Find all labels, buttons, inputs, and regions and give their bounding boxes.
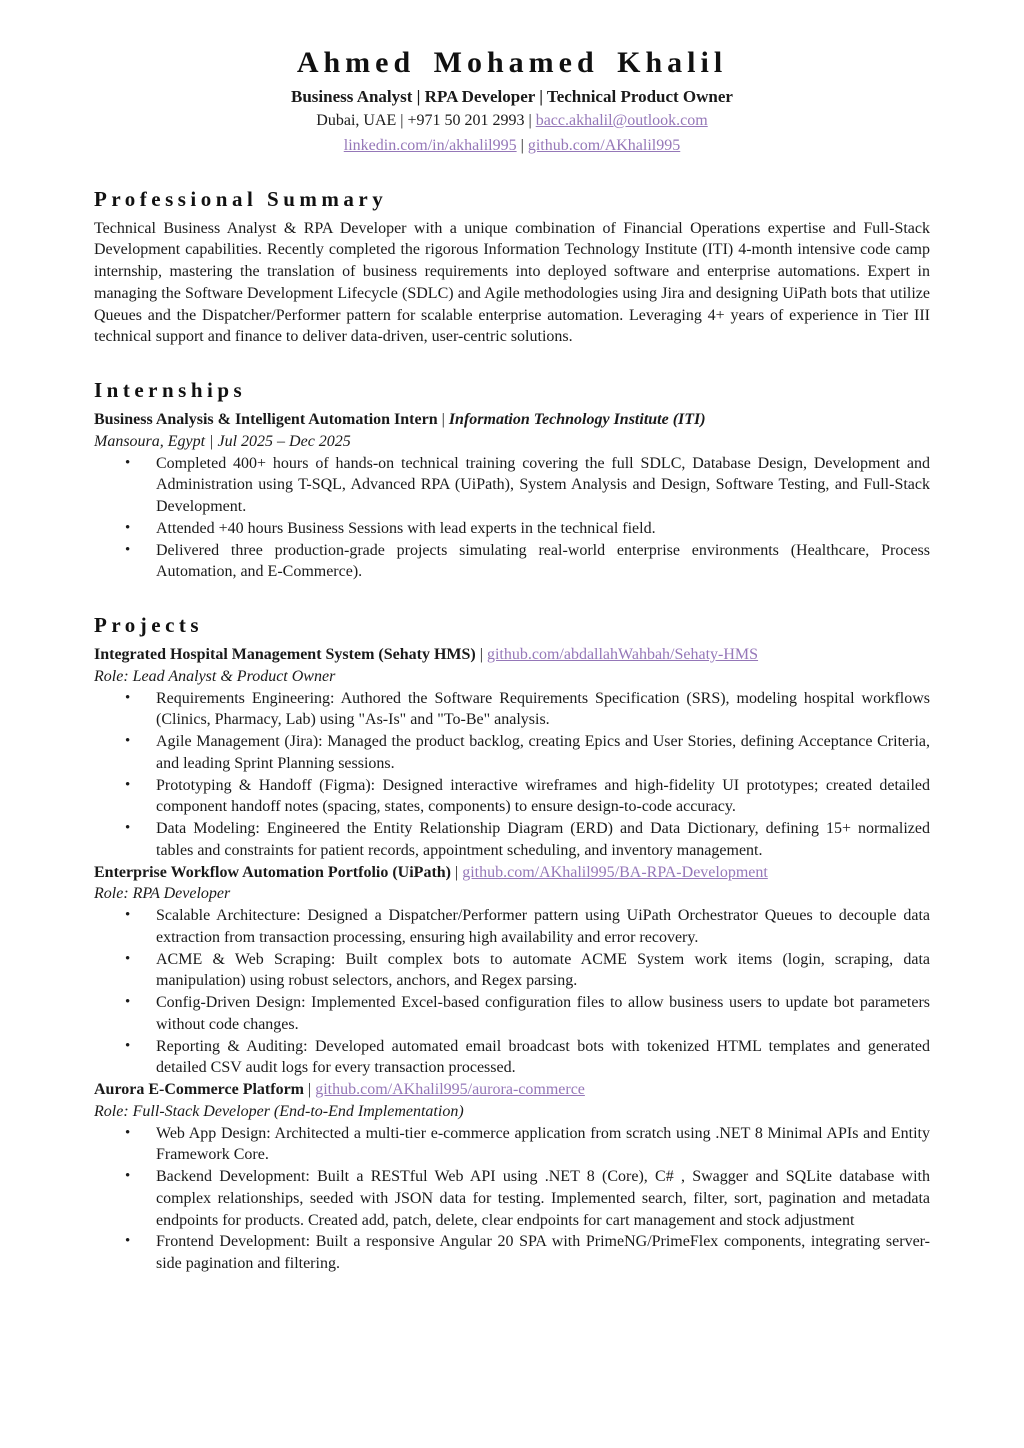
- section-professional-summary: [94, 187, 930, 349]
- resume-header: [94, 46, 930, 157]
- bullet-item: • Prototyping & Handoff (Figma): Designed interactive wireframes and high-fidelity UI prototypes; created detailed component handoff notes (spacing, states, components) to ensure design-to-code accuracy.: [156, 775, 930, 819]
- separator: |: [528, 112, 536, 129]
- summary-paragraph: Technical Business Analyst & RPA Developer with a unique combination of Financial Operations expertise and Full-Stack Development capabilities. Recently completed the rigorous Information Technology Institute (ITI) 4-month intensive code camp internship, mastering the translation of business requirements into deployed software and enterprise automations. Expert in managing the Software Development Lifecycle (SDLC) and Agile methodologies using Jira and designing UiPath bots that utilize Queues and the Dispatcher/Performer pattern for scalable enterprise automation. Leveraging 4+ years of experience in Tier III technical support and finance to deliver data-driven, user-centric solutions.: [94, 219, 930, 346]
- project-bullet-list: [94, 688, 930, 862]
- project-title-line: [94, 862, 930, 884]
- project-repo-link[interactable]: github.com/AKhalil995/aurora-commerce: [315, 1081, 585, 1099]
- separator: |: [441, 411, 449, 429]
- bullet-item: • Reporting & Auditing: Developed automated email broadcast bots with tokenized HTML templates and generated detailed CSV audit logs for every transaction processed.: [156, 1036, 930, 1080]
- project-sehaty-hms: [94, 644, 930, 862]
- bullet-item: • Data Modeling: Engineered the Entity Relationship Diagram (ERD) and Data Dictionary, defining 15+ normalized tables and constraints for patient records, appointment scheduling, and inventory management.: [156, 818, 930, 862]
- internship-organization: Information Technology Institute (ITI): [448, 411, 706, 429]
- location-text: Dubai, UAE: [316, 112, 397, 129]
- project-role: Role: Full-Stack Developer (End-to-End Implementation): [94, 1102, 464, 1120]
- bullet-item: • Frontend Development: Built a responsive Angular 20 SPA with PrimeNG/PrimeFlex components, integrating server-side pagination and filtering.: [156, 1231, 930, 1275]
- project-bullet-list: [94, 1123, 930, 1275]
- bullet-item: • Web App Design: Architected a multi-tier e-commerce application from scratch using .NET 8 Minimal APIs and Entity Framework Core.: [156, 1123, 930, 1167]
- separator: |: [479, 646, 487, 664]
- bullet-item: • Config-Driven Design: Implemented Excel-based configuration files to allow business users to update bot parameters without code changes.: [156, 992, 930, 1036]
- bullet-item: • Backend Development: Built a RESTful Web API using .NET 8 (Core), C# , Swagger and SQLite database with complex relationships, seeded with JSON data for testing. Implemented search, filter, sort, pagination and metadata endpoints for products. Created add, patch, delete, clear endpoints for cart management and stock adjustment: [156, 1166, 930, 1231]
- section-internships: [94, 378, 930, 583]
- bullet-item: • Agile Management (Jira): Managed the product backlog, creating Epics and User Stories, defining Acceptance Criteria, and leading Sprint Planning sessions.: [156, 731, 930, 775]
- project-repo-link[interactable]: github.com/AKhalil995/BA-RPA-Development: [462, 863, 768, 881]
- separator: |: [400, 112, 408, 129]
- github-link[interactable]: github.com/AKhalil995: [527, 136, 681, 154]
- email-link[interactable]: bacc.akhalil@outlook.com: [535, 112, 708, 129]
- internship-bullet-list: [94, 453, 930, 584]
- bullet-item: • ACME & Web Scraping: Built complex bots to automate ACME System work items (login, scraping, data manipulation) using robust selectors, anchors, and Regex parsing.: [156, 949, 930, 993]
- project-title-line: [94, 644, 930, 666]
- internship-role-title: Business Analysis & Intelligent Automation Intern: [94, 411, 438, 429]
- project-title: Enterprise Workflow Automation Portfolio (UiPath): [94, 863, 452, 881]
- project-title-line: [94, 1079, 930, 1101]
- separator: |: [308, 1081, 316, 1099]
- internships-heading: Internships: [94, 378, 247, 403]
- project-aurora-ecommerce: [94, 1079, 930, 1275]
- linkedin-link[interactable]: linkedin.com/in/akhalil995: [343, 136, 517, 154]
- bullet-item: • Requirements Engineering: Authored the Software Requirements Specification (SRS), modeling hospital workflows (Clinics, Pharmacy, Lab) using "As-Is" and "To-Be" analysis.: [156, 688, 930, 732]
- projects-heading: Projects: [94, 613, 204, 638]
- bullet-item: • Delivered three production-grade projects simulating real-world enterprise environments (Healthcare, Process Automation, and E-Commerce).: [156, 540, 930, 584]
- phone-text: +971 50 201 2993: [407, 112, 525, 129]
- bullet-item: • Scalable Architecture: Designed a Dispatcher/Performer pattern using UiPath Orchestrator Queues to decouple data extraction from transaction processing, ensuring high availability and error recovery.: [156, 905, 930, 949]
- contact-line-2: [94, 136, 930, 157]
- section-projects: [94, 613, 930, 1275]
- candidate-title: Business Analyst | RPA Developer | Technical Product Owner: [291, 87, 733, 106]
- contact-line-1: [94, 111, 930, 132]
- project-title: Integrated Hospital Management System (Sehaty HMS): [94, 646, 476, 664]
- bullet-item: • Completed 400+ hours of hands-on technical training covering the full SDLC, Database Design, Development and Administration using T-SQL, Advanced RPA (UiPath), System Analysis and Design, Software Testing, and Full-Stack Development.: [156, 453, 930, 518]
- internship-location-dates: Mansoura, Egypt | Jul 2025 – Dec 2025: [94, 432, 351, 450]
- internship-title-line: [94, 409, 930, 431]
- separator: |: [520, 136, 528, 154]
- project-role: Role: Lead Analyst & Product Owner: [94, 667, 336, 685]
- project-role: Role: RPA Developer: [94, 885, 231, 903]
- project-repo-link[interactable]: github.com/abdallahWahbah/Sehaty-HMS: [486, 646, 759, 664]
- project-uipath-portfolio: [94, 862, 930, 1080]
- summary-heading: Professional Summary: [94, 186, 388, 211]
- bullet-item: • Attended +40 hours Business Sessions with lead experts in the technical field.: [156, 518, 930, 540]
- project-bullet-list: [94, 905, 930, 1079]
- separator: |: [455, 863, 463, 881]
- candidate-name: Ahmed Mohamed Khalil: [296, 46, 728, 79]
- project-title: Aurora E-Commerce Platform: [94, 1081, 304, 1099]
